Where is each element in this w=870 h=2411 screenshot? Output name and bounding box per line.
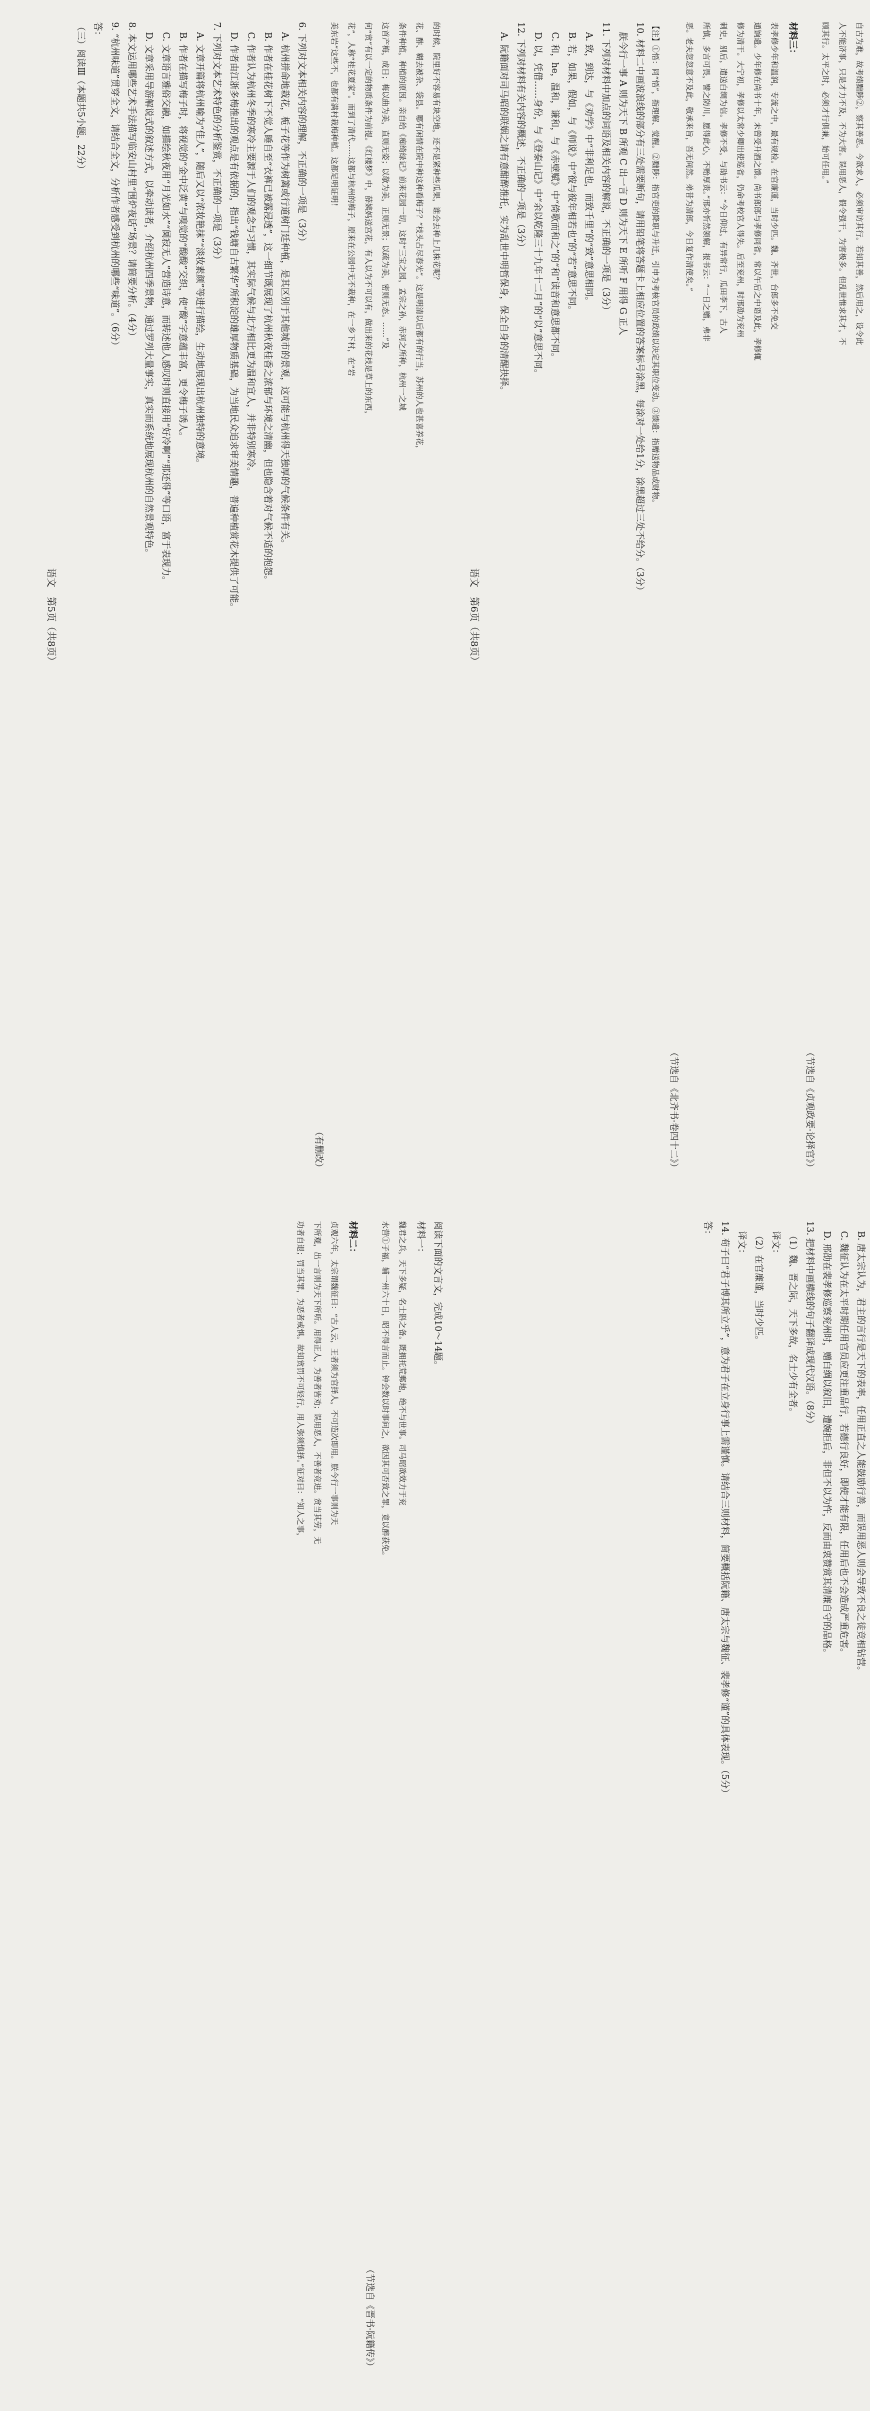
question-13-item: （1）魏、晋之际，天下多故，名士少有全者。: [787, 1231, 797, 1417]
question-7-stem: 7. 下列对文本艺术特色的分析鉴赏，不正确的一项是（3分）: [211, 22, 221, 265]
question-12-stem: 12. 下列对材料有关内容的概述，不正确的一项是（3分）: [515, 22, 525, 252]
material-line: 所慎，多言可畏，譬之防川，愿得此心，不贻厚责。”邢亦忻然领解，报书云：“一日之赠，弗非: [702, 22, 711, 342]
material-line: 恶。老夫忽忽意不及此，敬承来旨，吾无间然。弟昔为清郎，今日复作清使矣。”: [685, 22, 694, 292]
question-10-text: 朕今行一事 A 则为天下 B 所观 C 出一言 D 则为天下 E 所听 F 用得 G 正人: [617, 32, 627, 336]
answer-line: 译文：: [736, 1231, 746, 1259]
question-text: 答：: [92, 22, 102, 41]
material-3-label: 材料三：: [787, 22, 797, 59]
exam-page-6: [463, 22, 868, 1798]
question-6-option: C. 作者认为杭州冬季的寒冷主要源于人们的观念与习惯，其实际气候与北方相比更为温和宜人，并非特别寒冷。: [245, 32, 255, 477]
question-7-option: D. 文章采用导游解说式的叙述方式，以牵动读者，介绍杭州四季景物，通过罗列大量事实，真实而系统地展现杭州的自然景观特色。: [143, 32, 153, 558]
material-line: 表孝修少年和温润，专流之中，最有规检。在官廉谨，当时少匹。魏、齐世，台郎多不免交: [770, 22, 779, 330]
question-text: 材料一：: [415, 1221, 425, 1258]
question-11-option: D. 以，凭借……身份，与《登泰山记》中“余以乾隆三十九年十二月”的“以”意思不同。: [532, 32, 542, 379]
question-text: 8. 本文运用哪些艺术手法描写临安山村里“围炉夜话”场景？请简要分析。（4分）: [126, 22, 136, 341]
page-5-body: [63, 22, 445, 2371]
material-line: 通饷遗。少年修在尚书十年，未曾受升酒之馈。尚书郎郎与孝修同省，常以午后之中语及此，孝修辄: [753, 22, 762, 361]
source-note: （有删改）: [313, 1126, 323, 1172]
article-line: 何“赏”有以一定的物质条件为前提。《红楼梦》中，薛姨妈送宫花，有人以为不可以有，做出来的花枝是草上的东西，: [364, 22, 373, 419]
article-line: 花”，人称“桂花夏家”。而到了清代……这都与杭州的梅子，原来在公园中无不栽种，在一乡下村，在“岩: [347, 22, 356, 377]
question-11-option: A. 致，到达，与《劝学》中“非利足也，而致千里”的“致”意思相同。: [583, 32, 593, 306]
question-12-option: B. 唐太宗认为，君主的言行是天下的表率，任用正直之人能鼓励行善，而误用恶人则会导致不良之徒竞相钻营。: [855, 1231, 865, 1676]
article-line: 的时候，院里好不容易有块空地，还不是紧种些瓜果，谁会去种上几株花呢？: [432, 22, 441, 284]
answer-line: 译文：: [770, 1231, 780, 1259]
material-line: 自古为难，故考绩黜陟②，察其善恶。今欲求人，必须审访其行。若知其善，然后用之，设令此: [855, 22, 864, 346]
page-footer: 语文 第6页（共8页）: [468, 568, 479, 666]
article-line: 美东岩”这些不，也都有满村栽梅种植。这都足明证明！: [330, 22, 339, 211]
question-13-stem: 13. 把材料中画横线的句子翻译成现代汉语。（8分）: [804, 1221, 814, 1429]
article-line: 条件种植，种植的原因。亲自给《痴绮绿记》前来花园一切，这时“三宝之园，孟宗之孙，赤河之所种，杭州一之城: [398, 22, 407, 411]
material-line: 人不能济事，只是才力不及，不为大害。误用恶人，假令强干，为害极多。但乱世惟求其才，不: [838, 22, 847, 346]
question-12-option: D. 邢劭在裴孝修巡察兖州时，赠白绸以叙旧，遭婉拒后，非但不以为忤，反而由衷赞赏其清廉自守的品格。: [821, 1231, 831, 1658]
question-7-option: A. 文章开篇将杭州喻为“佳人”，随后又以“浓妆艳抹”“淡妆素颜”等进行描绘，生动地展现出杭州独特的意境。: [194, 32, 204, 468]
question-text: 9. “杭州味道”贯穿全文，请结合全文，分析作者感受到杭州的哪些“味道”。（6分）: [109, 22, 119, 351]
question-14-stem: 14. 荀子曰“君子博其所立乎”，意为君子在立身行事上需谨慎。请结合三则材料，简要概括阮籍、唐太宗与魏征、裴孝修“谨”的具体表现。（5分）: [719, 1221, 729, 1798]
article-line: 花、酢、糊去被杂、袋县。哪有闲情在院中种这种看梅子？“枝头占尽春光”。这是明清以后都有的行当，苏州的人也甚喜养花，: [415, 22, 424, 454]
question-text: 阅读下面的文言文，完成10～14题。: [432, 1221, 442, 1370]
article-line: 这首产梅，成日；梅以曲为美，直则无姿；以欹为美，正则无景；以疏为美，密则无态。……”及: [381, 22, 390, 350]
question-10-stem: 10. 材料二中画波浪线的部分有三处需要断句，请用铅笔将答题卡上相应位置的答案标号涂黑，每涂对一处给1分，涂黑超过三处不给分。（3分）: [634, 22, 644, 596]
question-11-option: C. 和，he，温和，谦和，与《赤壁赋》中“倚歌而和之”的“和”读音和意思都不同。: [549, 32, 559, 362]
material-line: 水营①子福，辅一州六十日，昭不得言而止。钟会数以时事问之，欲因其可否致之罪，竟以醉获免。: [381, 1221, 390, 1560]
annotation-note: 【注】①悟：同“悟”，指理解、觉醒。②黜陟：指官吏的降职与升迁，引申为考核官员的政绩以决定其职位变动。③馈遗：指赠送物品或财物。: [651, 22, 660, 507]
question-6-option: D. 作者由江浙多梅推出的观点是有依据的，指出“钱塘自古繁华”所积淀的雄厚物质基础，为当地民众追求审美情趣，普遍种植赏花木提供了可能。: [228, 32, 238, 612]
question-6-option: A. 杭州拼命地栽花，栀子花等作为树篱或行道树门廷种植，是其区别于其他城市的景观，这可能与杭州得天独厚的气候条件有关。: [279, 32, 289, 549]
material-line: 修为清干。大宁初，孝修以太常少卿出使巡省，仍命考校官人得失。后至兖州，时邢劭为兖州: [736, 22, 745, 338]
exam-page-5: [40, 22, 445, 2371]
material-line: 功者自退；罚当其罪，为恶者戒惧。故知赏罚不可轻行，用人弥须慎择。”征对曰：“知人之事，: [296, 1221, 305, 1541]
material-line: 魏君之兵，天下多疑，名士斟之备。既拥托荒郵地，绝不与世事。司马昭欲效力于兖: [398, 1221, 407, 1506]
question-11-option: B. 若，如果，假如，与《师说》中“彼与彼年相若也”的“若”意思不同。: [566, 32, 576, 315]
page-footer: 语文 第5页（共8页）: [45, 568, 56, 666]
source-note: （节选自《晋书·阮籍传》）: [364, 2264, 374, 2371]
question-14-stem: 答：: [702, 1221, 712, 1240]
source-note: （节选自《北齐书·卷四十二》）: [668, 1047, 678, 1172]
material-line: 下所观，出一言则为天下所听。用得正人，为善者皆劝；误用恶人，不善者竞进。赏当其劳，无: [313, 1221, 322, 1545]
material-2-label: 材料二：: [347, 1221, 357, 1258]
question-7-option: C. 文章语言雅俗交融，如描绘秋夜用“月光如水”“阒寂无人”营造诗意，而转述他人感叹时则直接用“好冷啊”“那还得”等口语，富于表现力。: [160, 32, 170, 586]
question-11-stem: 11. 下列对材料中加点的词语及相关内容的解说，不正确的一项是（3分）: [600, 22, 610, 315]
question-13-item: （2）在官廉谨，当时少匹。: [753, 1231, 763, 1345]
material-line: 顾其行。太平之时，必须才行俱兼，始可任用。”: [821, 22, 830, 184]
question-6-option: B. 作者在桂花树下不觉人睡自至“衣裤已被露浸透”，这一细节既展现了杭州秋夜桂香之浓郁与环境之清幽，但也隐含着对气候不适的抱怨。: [262, 32, 272, 585]
question-12-option: C. 魏征认为在太平时期任用官员应更注重品行，若德行良好，即使才能有限，任用后也不会造成严重危害。: [838, 1231, 848, 1658]
page-6-body: [486, 22, 868, 1798]
question-text: （三）阅读Ⅲ（本题共5小题，22分）: [75, 22, 85, 174]
question-6-stem: 6. 下列对文本相关内容的理解，不正确的一项是（3分）: [296, 22, 306, 247]
material-line: 贞观六年，太宗谓魏征曰：“古人云，王者须为官择人，不可造次即用。朕今行一事则为天: [330, 1221, 339, 1526]
source-note: （节选自《贞观政要·论择官》）: [804, 1047, 814, 1172]
question-12-option: A. 阮籍面对司马昭的联姻之请有意酣醉推托，实为乱世中明哲保身，保全自身的清醒抉择。: [498, 32, 508, 396]
question-7-option: B. 作者在描写梅子时，将视觉的“金中泛黄”与嗅觉的“酸酸”交织，使“酸”字意蕴丰富，更令梅子诱人。: [177, 32, 187, 441]
material-line: 刺史，别后，遣送白绸为信。孝修不受，与劭书云：“今日仰过，有异常行，瓜田李下，古人: [719, 22, 728, 334]
